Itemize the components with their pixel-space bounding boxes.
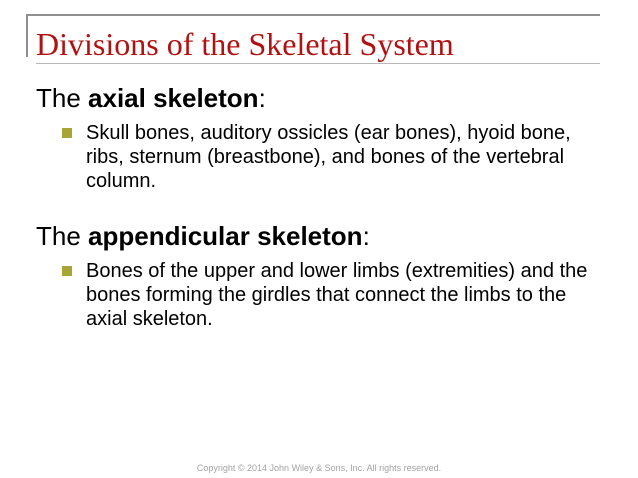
section-heading-axial bbox=[36, 83, 266, 113]
title-divider bbox=[36, 63, 600, 64]
square-bullet-icon bbox=[62, 266, 72, 276]
heading-term: axial skeleton bbox=[88, 83, 259, 113]
copyright-footer: Copyright © 2014 John Wiley & Sons, Inc. All rights reserved. bbox=[196, 463, 442, 473]
square-bullet-icon bbox=[62, 128, 72, 138]
frame-left-line bbox=[26, 14, 28, 57]
bullet-text-appendicular: Bones of the upper and lower limbs (extremities) and the bones forming the girdles that connect the limbs to the axial skeleton. bbox=[86, 260, 588, 330]
frame-top-line bbox=[28, 14, 600, 16]
heading-suffix: : bbox=[362, 221, 370, 251]
heading-suffix: : bbox=[258, 83, 266, 113]
bullet-text-axial: Skull bones, auditory ossicles (ear bones), hyoid bone, ribs, sternum (breastbone), and bones of the vertebral column. bbox=[86, 122, 571, 192]
heading-prefix: The bbox=[36, 221, 89, 251]
heading-term: appendicular skeleton bbox=[88, 221, 363, 251]
slide-title: Divisions of the Skeletal System bbox=[36, 26, 454, 62]
heading-prefix: The bbox=[36, 83, 89, 113]
section-heading-appendicular bbox=[36, 221, 370, 251]
